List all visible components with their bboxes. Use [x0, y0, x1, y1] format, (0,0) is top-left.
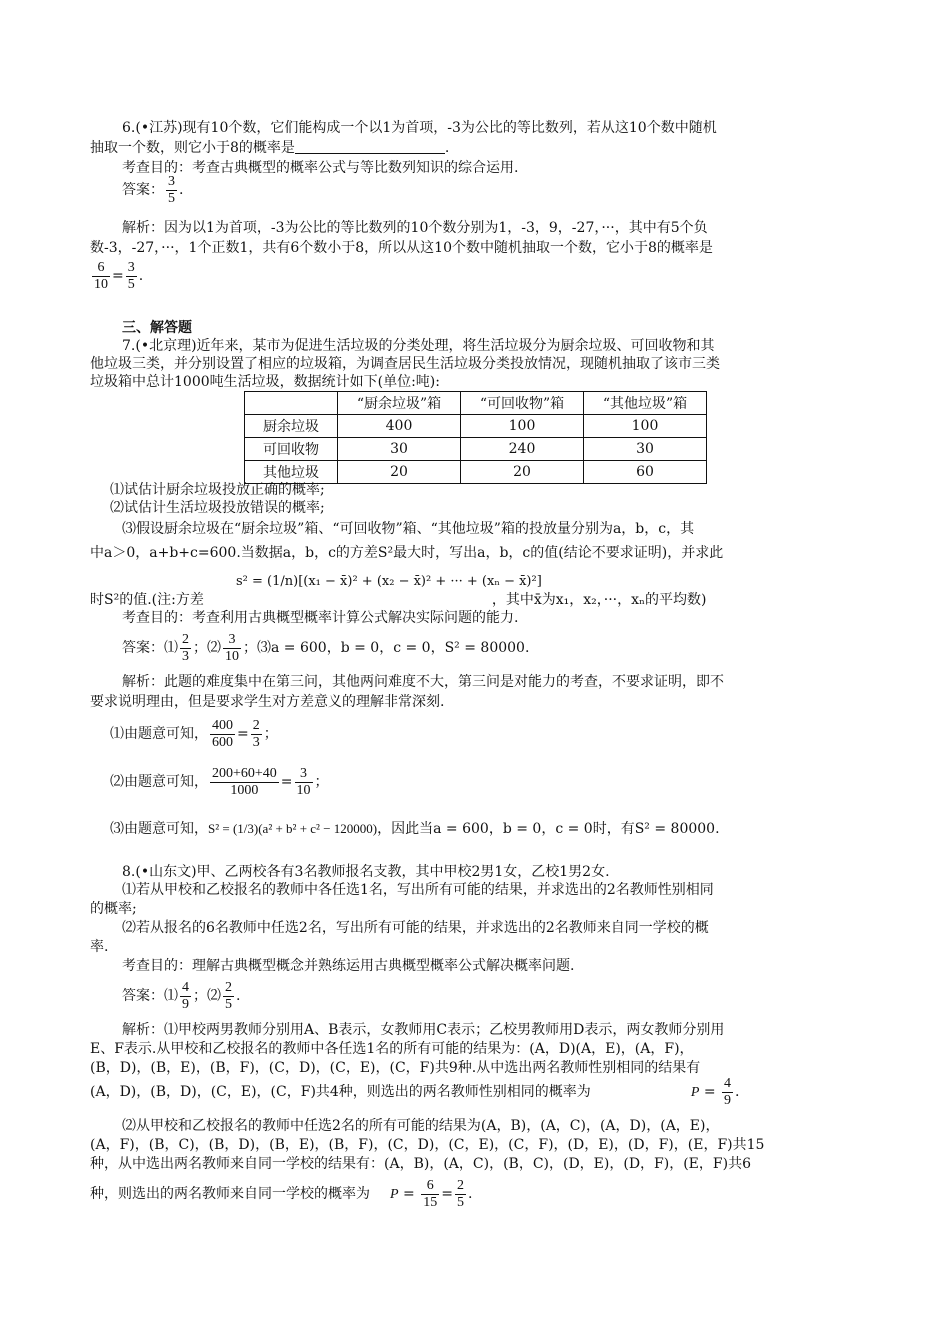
q8-solution-line1: 解析：⑴甲校两男教师分别用A、B表示，女教师用C表示；乙校男教师用D表示，两女教师分别用: [122, 1022, 725, 1038]
q8-solution-line4: (A，D)，(B，D)，(C，E)，(C，F)共4种，则选出的两名教师性别相同的概率为 P = $\frac{4}{9}$ .: [90, 1075, 740, 1108]
numerator: 3: [127, 259, 135, 275]
q8-solution-line8-text: 种，则选出的两名教师来自同一学校的概率为: [90, 1186, 370, 1202]
section-title: 三、解答题: [122, 320, 192, 336]
q7-step3: [110, 814, 890, 844]
q8-aim: 考查目的：理解古典概型概念并熟练运用古典概型概率公式解决概率问题.: [122, 958, 575, 974]
denominator: 15: [423, 1194, 438, 1210]
q7-answer: [122, 630, 902, 666]
q6-aim: 考查目的：考查古典概型的概率公式与等比数列知识的综合运用.: [122, 160, 519, 176]
numerator: 2: [252, 717, 260, 733]
answer-fraction-1: [180, 632, 191, 665]
fraction-4-9: [722, 1076, 733, 1109]
q7-part3-line2: 中a＞0，a+b+c=600.当数据a，b，c的方差S²最大时，写出a，b，c的值(结论不要求证明)，并求此: [90, 545, 724, 561]
denominator: 9: [724, 1092, 732, 1108]
answer-fraction-2: [223, 632, 241, 665]
denominator: 5: [127, 276, 135, 292]
answer-blank: [295, 139, 445, 154]
q8-part2-line1: ⑵若从报名的6名教师中任选2名，写出所有可能的结果，并求选出的2名教师来自同一学校的概: [122, 920, 709, 936]
step-label: ⑵由题意可知，: [110, 774, 208, 790]
numerator: 3: [168, 173, 175, 189]
table-cell: 厨余垃圾: [245, 415, 338, 438]
fraction-2-3: [251, 718, 262, 751]
fraction-400-600: [210, 718, 235, 751]
numerator: 200+60+40: [212, 765, 277, 781]
denominator: 5: [456, 1194, 464, 1210]
numerator: 2: [456, 1177, 464, 1193]
q6-answer-fraction: [166, 174, 177, 207]
fraction-3-5: [126, 260, 137, 293]
fraction-2-5: [455, 1178, 466, 1211]
step-tail: ，因此当a = 600，b = 0，c = 0时，有S² = 80000.: [377, 821, 720, 837]
q7-line3: 垃圾箱中总计1000吨生活垃圾，数据统计如下(单位:吨):: [90, 374, 440, 390]
fraction-6-15: [421, 1178, 439, 1211]
numerator: 3: [295, 766, 313, 783]
denominator: 3: [252, 734, 260, 750]
table-row: [245, 415, 707, 438]
q8-part2-line2: 率.: [90, 939, 109, 955]
denominator: 10: [296, 782, 311, 798]
answer-fraction-2: [223, 980, 234, 1013]
q7-step2: ⑵由题意可知， $\frac{200+60+40}{1000}$ = $\frac{3}{10}$ ；: [110, 765, 329, 798]
data-table: [244, 391, 707, 484]
table-header-cell: [245, 392, 338, 415]
table-header-cell: “其他垃圾”箱: [584, 392, 707, 415]
denominator: 1000: [230, 782, 259, 798]
table-cell: 30: [338, 438, 461, 461]
q7-solution-line1: 解析：此题的难度集中在第三问，其他两问难度不大，第三问是对能力的考查，不要求证明，即不: [122, 674, 724, 690]
q6-line2: 抽取一个数，则它小于8的概率是 .: [90, 140, 450, 156]
numerator: 2: [225, 979, 232, 995]
answer-fraction-1: [180, 980, 191, 1013]
numerator: 6: [421, 1178, 439, 1195]
q8-part1-line2: 的概率;: [90, 901, 137, 917]
q8-part1-line1: ⑴若从甲校和乙校报名的教师中各任选1名，写出所有可能的结果，并求选出的2名教师性别相同: [122, 882, 714, 898]
variance-formula: s² = (1/n)[(x₁ − x̄)² + (x₂ − x̄)² + ··· + (xₙ − x̄)²]: [236, 574, 542, 589]
table-header-cell: “可回收物”箱: [461, 392, 584, 415]
table-row: [245, 438, 707, 461]
table-cell: 30: [584, 438, 707, 461]
q7-part3-line3: [90, 590, 870, 610]
denominator: 9: [182, 996, 189, 1012]
numerator: 400: [212, 717, 233, 733]
table-cell: 其他垃圾: [245, 461, 338, 484]
q7-part1: ⑴试估计厨余垃圾投放正确的概率;: [110, 482, 325, 498]
numerator: 6: [92, 260, 110, 277]
q8-line1: 8.(•山东文)甲、乙两校各有3名教师报名支教，其中甲校2男1女，乙校1男2女.: [122, 864, 610, 880]
step-label: ⑴由题意可知，: [110, 726, 208, 742]
q8-solution-line6: (A，F)，(B，C)，(B，D)，(B，E)，(B，F)，(C，D)，(C，E)，(C，F)，(D，E)，(D，F)，(E，F)共15: [90, 1137, 765, 1153]
table-header-cell: “厨余垃圾”箱: [338, 392, 461, 415]
q8-solution-line5: ⑵从甲校和乙校报名的教师中任选2名的所有可能的结果为(A，B)，(A，C)，(A，D)，(A，E)，: [122, 1118, 720, 1134]
denominator: 600: [212, 734, 233, 750]
q8-solution-line8: 种，则选出的两名教师来自同一学校的概率为 P = $\frac{6}{15}$ = $\frac{2}{5}$ .: [90, 1177, 473, 1210]
q8-answer: 答案：⑴ $\frac{4}{9}$ ；⑵ $\frac{2}{5}$ .: [122, 979, 241, 1012]
q7-solution-line2: 要求说明理由，但是要求学生对方差意义的理解非常深刻.: [90, 694, 445, 710]
table-cell: 20: [461, 461, 584, 484]
q8-solution-line2: E、F表示.从甲校和乙校报名的教师中各任选1名的所有可能的结果为：(A，D)(A，E)，(A，F)，: [90, 1041, 694, 1057]
q6-solution-fraction: $\frac{6}{10}$ = $\frac{3}{5}$ .: [94, 259, 144, 292]
table-cell: 400: [338, 415, 461, 438]
step-label: ⑶由题意可知，: [110, 821, 208, 837]
q6-line1: 6.(•江苏)现有10个数，它们能构成一个以1为首项，-3为公比的等比数列，若从这10个数中随机: [122, 120, 717, 136]
denominator: 10: [225, 648, 239, 664]
answer-separator: ；⑵: [193, 988, 221, 1004]
fraction-6-10: [92, 260, 110, 293]
q6-line2-text: 抽取一个数，则它小于8的概率是: [90, 140, 295, 156]
answer-label: 答案：⑴: [122, 640, 178, 656]
q8-solution-line3: (B，D)，(B，E)，(B，F)，(C，D)，(C，E)，(C，F)共9种.从中选出两名教师性别相同的结果有: [90, 1060, 701, 1076]
q6-solution-line2: 数-3，-27，···，1个正数1，共有6个数小于8，所以从这10个数中随机抽取一个数，它小于8的概率是: [90, 240, 713, 256]
q7-line1: 7.(•北京理)近年来，某市为促进生活垃圾的分类处理，将生活垃圾分为厨余垃圾、可回收物和其: [122, 338, 715, 354]
q7-line2: 他垃圾三类，并分别设置了相应的垃圾箱，为调查居民生活垃圾分类投放情况，现随机抽取了该市三类: [90, 356, 720, 372]
denominator: 3: [182, 648, 189, 664]
answer-tail: ；⑶a = 600，b = 0，c = 0，S² = 80000.: [243, 640, 530, 656]
numerator: 2: [182, 631, 189, 647]
numerator: 3: [223, 632, 241, 649]
q7-part2: ⑵试估计生活垃圾投放错误的概率;: [110, 500, 325, 516]
q6-solution-line1: 解析：因为以1为首项，-3为公比的等比数列的10个数分别为1，-3，9，-27，···，其中有5个负: [122, 220, 708, 236]
probability-symbol: P: [390, 1187, 399, 1202]
q7-part3-line1: ⑶假设厨余垃圾在“厨余垃圾”箱、“可回收物”箱、“其他垃圾”箱的投放量分别为a，b，c，其: [122, 521, 695, 537]
table-cell: 20: [338, 461, 461, 484]
q8-solution-line7: 种，从中选出两名教师来自同一学校的结果有：(A，B)，(A，C)，(B，C)，(D，E)，(D，F)，(E，F)共6: [90, 1156, 751, 1172]
q8-solution-line4-text: (A，D)，(B，D)，(C，E)，(C，F)共4种，则选出的两名教师性别相同的概率为: [90, 1084, 591, 1100]
q7-part3-line3-tail: ，其中x̄为x₁，x₂，···，xₙ的平均数): [491, 592, 707, 608]
answer-separator: ；⑵: [193, 640, 221, 656]
numerator: 4: [724, 1075, 732, 1091]
table-header-row: [245, 392, 707, 415]
denominator: 10: [94, 276, 108, 292]
fraction-3-10: [295, 766, 313, 799]
numerator: 4: [182, 979, 189, 995]
answer-label: 答案：⑴: [122, 988, 178, 1004]
table-cell: 60: [584, 461, 707, 484]
denominator: 5: [225, 996, 232, 1012]
variance-expression: S² = (1/3)(a² + b² + c² − 120000): [208, 821, 378, 836]
table-cell: 240: [461, 438, 584, 461]
q7-step1: ⑴由题意可知， $\frac{400}{600}$ = $\frac{2}{3}$ ；: [110, 717, 278, 750]
table-cell: 100: [584, 415, 707, 438]
table-cell: 100: [461, 415, 584, 438]
answer-label: 答案：: [122, 182, 164, 198]
q6-answer: 答案： $\frac{3}{5}$ .: [122, 173, 184, 206]
table-cell: 可回收物: [245, 438, 338, 461]
q7-part3-line3-text: 时S²的值.(注:方差: [90, 592, 204, 608]
denominator: 5: [168, 190, 175, 206]
fraction-300-1000: [210, 766, 279, 799]
q7-aim: 考查目的：考查利用古典概型概率计算公式解决实际问题的能力.: [122, 610, 519, 626]
probability-symbol: P: [690, 1085, 700, 1100]
